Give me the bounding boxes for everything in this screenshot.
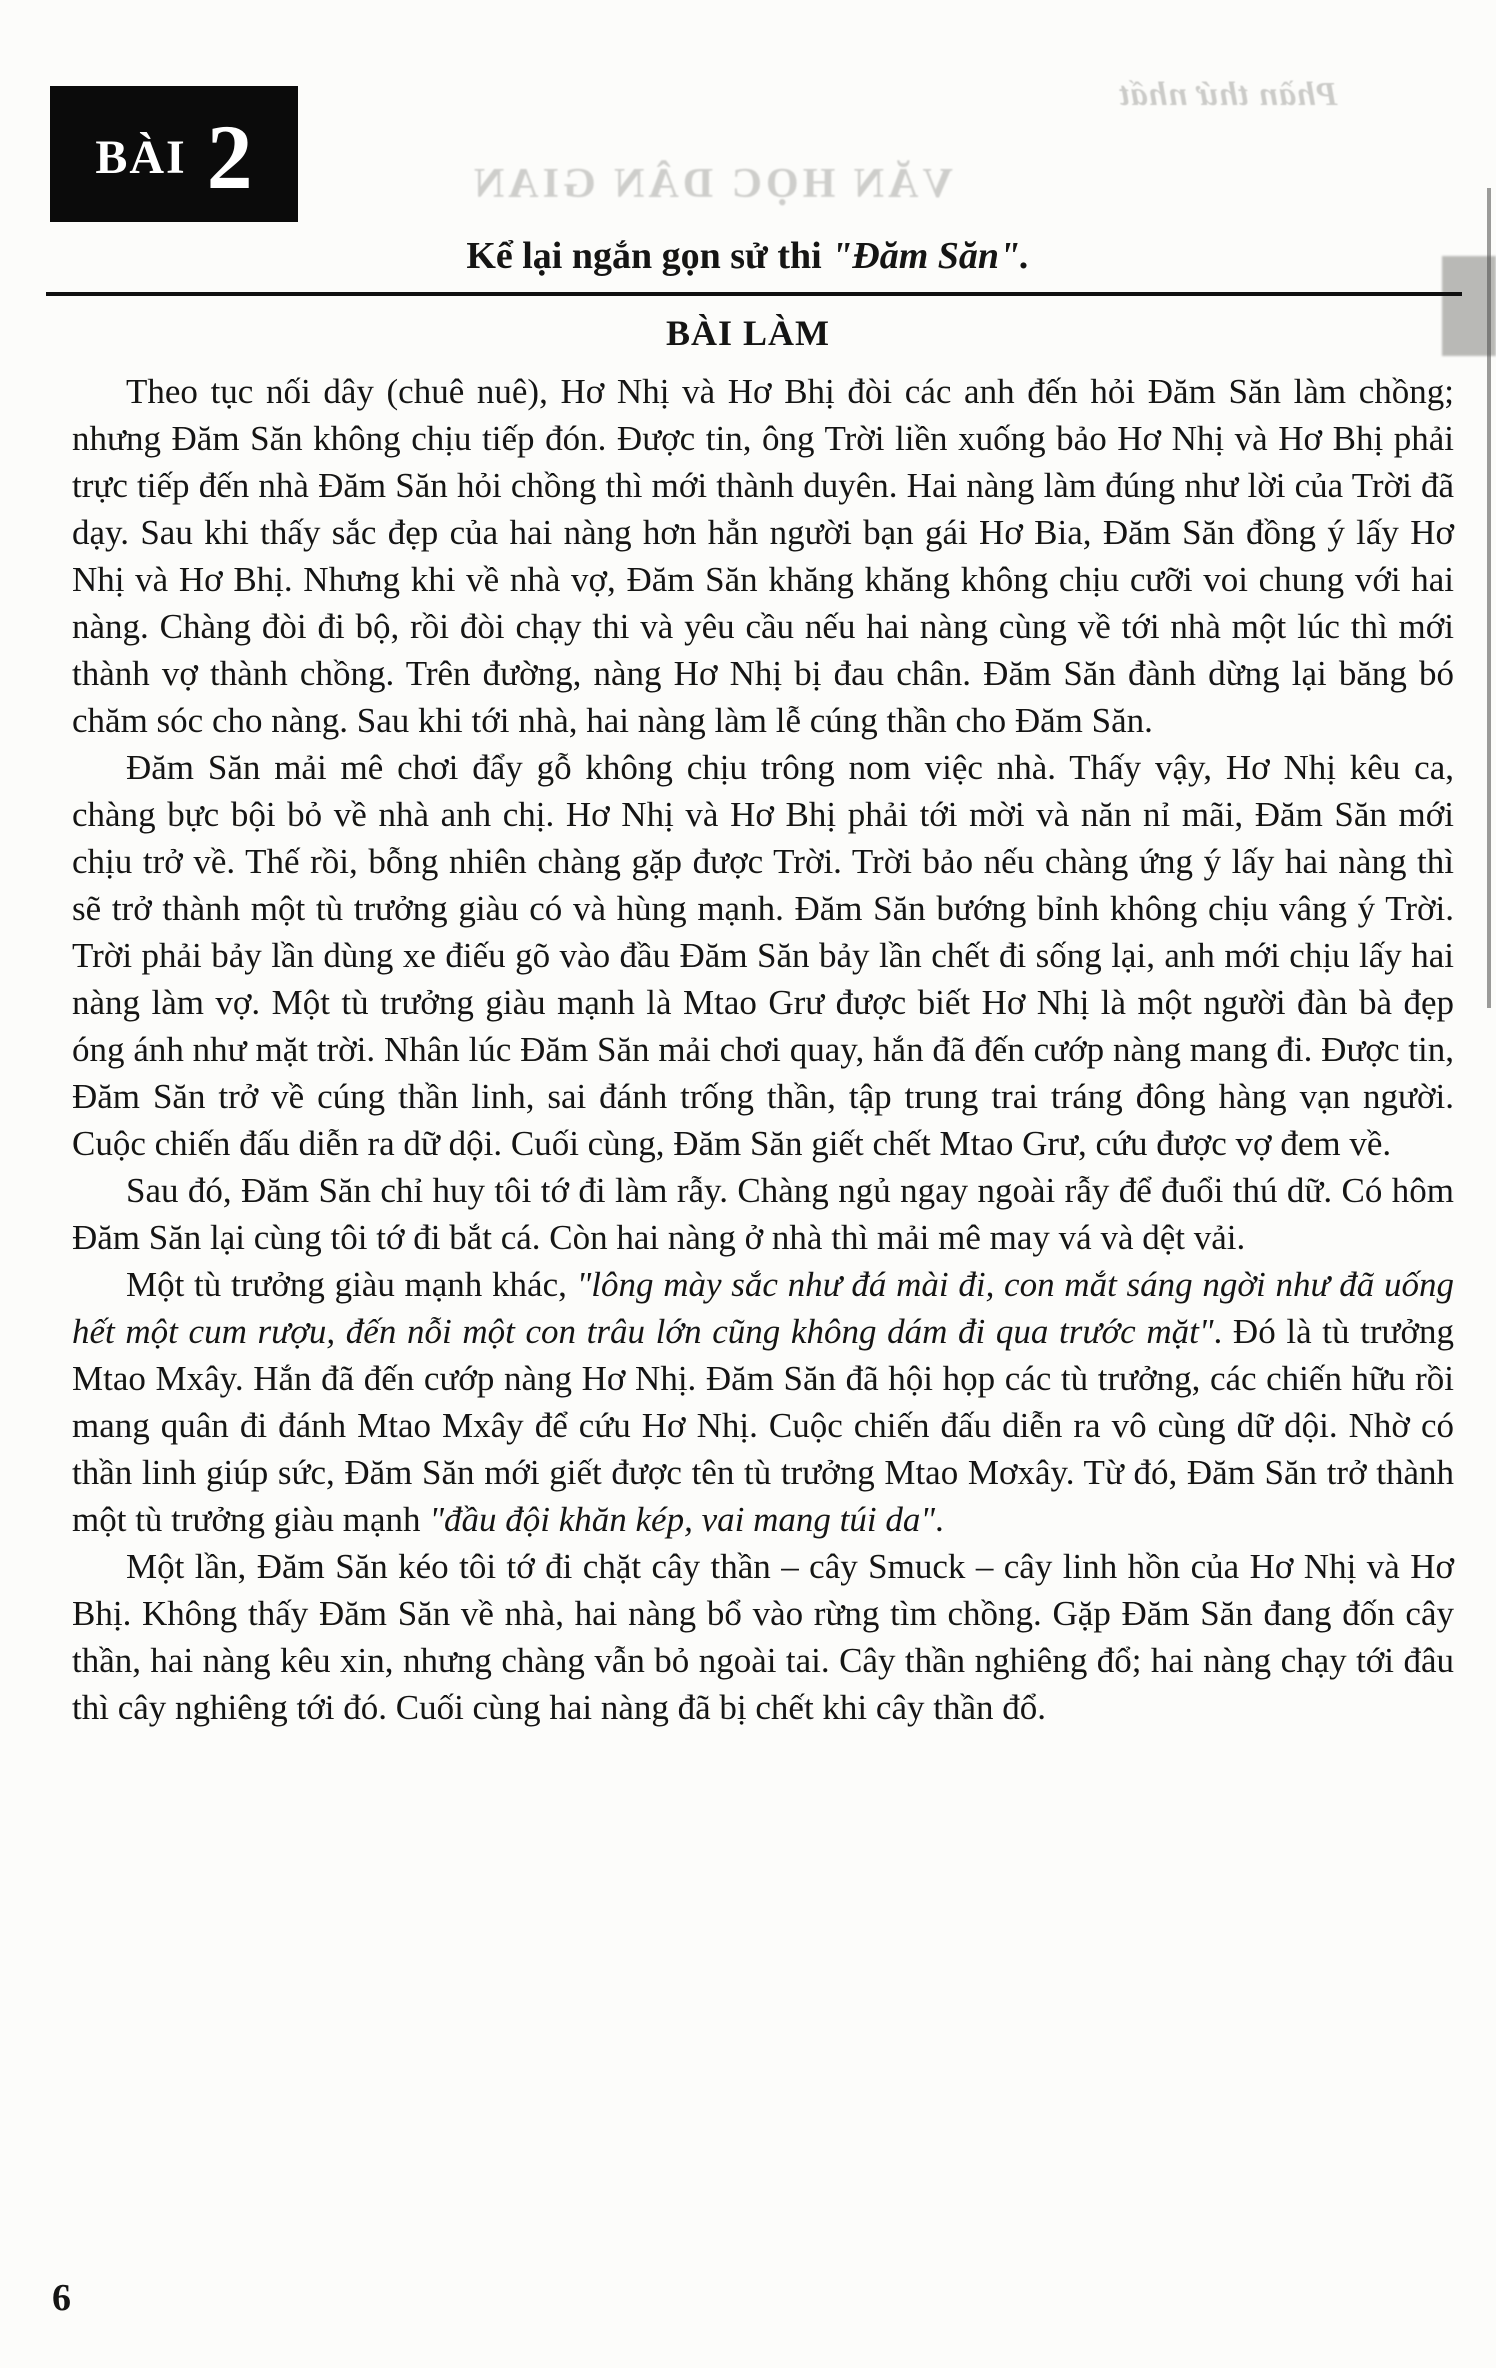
section-heading: BÀI LÀM (665, 313, 830, 353)
paragraph-4-quote-2: "đầu đội khăn kép, vai mang túi da" (429, 1500, 936, 1539)
essay-title-text: Kể lại ngắn gọn sử thi (466, 235, 832, 277)
paragraph-1: Theo tục nối dây (chuê nuê), Hơ Nhị và Hơ Bhị đòi các anh đến hỏi Đăm Săn làm chồng; nhưng Đăm Săn không chịu tiếp đón. Được tin, ông Trời liền xuống bảo Hơ Nhị và Hơ Bhị phải trực tiếp đến nhà Đăm Săn hỏi chồng thì mới thành duyên. Hai nàng làm đúng như lời của Trời đã dạy. Sau khi thấy sắc đẹp của hai nàng hơn hẳn người bạn gái Hơ Bia, Đăm Săn đồng ý lấy Hơ Nhị và Hơ Bhị. Nhưng khi về nhà vợ, Đăm Săn khăng khăng không chịu cưỡi voi chung với hai nàng. Chàng đòi đi bộ, rồi đòi chạy thi và yêu cầu nếu hai nàng cùng về tới nhà một lúc thì mới thành vợ thành chồng. Trên đường, nàng Hơ Nhị bị đau chân. Đăm Săn đành dừng lại băng bó chăm sóc cho nàng. Sau khi tới nhà, hai nàng làm lễ cúng thần cho Đăm Săn. (72, 372, 1454, 740)
paragraph-4 (72, 1261, 1454, 1543)
bleed-through-text: VĂN HỌC DÂN GIAN (470, 161, 953, 207)
lesson-badge-label: BÀI (95, 130, 187, 184)
paragraph-5: Một lần, Đăm Săn kéo tôi tớ đi chặt cây thần – cây Smuck – cây linh hồn của Hơ Nhị và Hơ Bhị. Không thấy Đăm Săn về nhà, hai nàng bổ vào rừng tìm chồng. Gặp Đăm Săn đang đốn cây thần, hai nàng kêu xin, nhưng chàng vẫn bỏ ngoài tai. Cây thần nghiêng đổ; hai nàng chạy tới đâu thì cây nghiêng tới đó. Cuối cùng hai nàng đã bị chết khi cây thần đổ. (72, 1547, 1454, 1727)
paragraph-3: Sau đó, Đăm Săn chỉ huy tôi tớ đi làm rẫy. Chàng ngủ ngay ngoài rẫy để đuổi thú dữ. Có hôm Đăm Săn lại cùng tôi tớ đi bắt cá. Còn hai nàng ở nhà thì mải mê may vá và dệt vải. (72, 1171, 1454, 1257)
page-number: 6 (52, 2277, 71, 2319)
bleed-through-text: Phần thứ nhất (1119, 76, 1338, 113)
paragraph-4-quote-1: "lông mày sắc như đá mài đi, con mắt sáng ngời như đã uống hết một cum rượu, đến nỗi một con trâu lớn cũng không dám đi qua trước mặt" (72, 1265, 1454, 1351)
lesson-badge (50, 86, 298, 222)
essay-title-quoted: "Đăm Săn". (831, 235, 1030, 277)
paragraph-4-text: . (935, 1500, 944, 1539)
essay-body (72, 368, 1454, 1731)
essay-title (0, 234, 1496, 278)
paragraph-4-text: Một tù trưởng giàu mạnh khác, (126, 1265, 577, 1304)
divider-rule (46, 292, 1462, 296)
page-edge-line (1487, 188, 1491, 1008)
paragraph-4-text: . Đó là tù trưởng Mtao Mxây. Hắn đã đến cướp nàng Hơ Nhị. Đăm Săn đã hội họp các tù trưởng, các chiến hữu rồi mang quân đi đánh Mtao Mxây để cứu Hơ Nhị. Cuộc chiến đấu diễn ra vô cùng dữ dội. Nhờ có thần linh giúp sức, Đăm Săn mới giết được tên tù trưởng Mtao Mơxây. Từ đó, Đăm Săn trở thành một tù trưởng giàu mạnh (72, 1312, 1454, 1539)
lesson-badge-number: 2 (206, 106, 253, 208)
paragraph-2: Đăm Săn mải mê chơi đẩy gỗ không chịu trông nom việc nhà. Thấy vậy, Hơ Nhị kêu ca, chàng bực bội bỏ về nhà anh chị. Hơ Nhị và Hơ Bhị phải tới mời và năn nỉ mãi, Đăm Săn mới chịu trở về. Thế rồi, bỗng nhiên chàng gặp được Trời. Trời bảo nếu chàng ứng ý lấy hai nàng thì sẽ trở thành một tù trưởng giàu có và hùng mạnh. Đăm Săn bướng bỉnh không chịu vâng ý Trời. Trời phải bảy lần dùng xe điếu gõ vào đầu Đăm Săn bảy lần chết đi sống lại, anh mới chịu lấy hai nàng làm vợ. Một tù trưởng giàu mạnh là Mtao Grư được biết Hơ Nhị là một người đàn bà đẹp óng ánh như mặt trời. Nhân lúc Đăm Săn mải chơi quay, hắn đã đến cướp nàng mang đi. Được tin, Đăm Săn trở về cúng thần linh, sai đánh trống thần, tập trung trai tráng đông hàng vạn người. Cuộc chiến đấu diễn ra dữ dội. Cuối cùng, Đăm Săn giết chết Mtao Grư, cứu được vợ đem về. (72, 748, 1454, 1163)
